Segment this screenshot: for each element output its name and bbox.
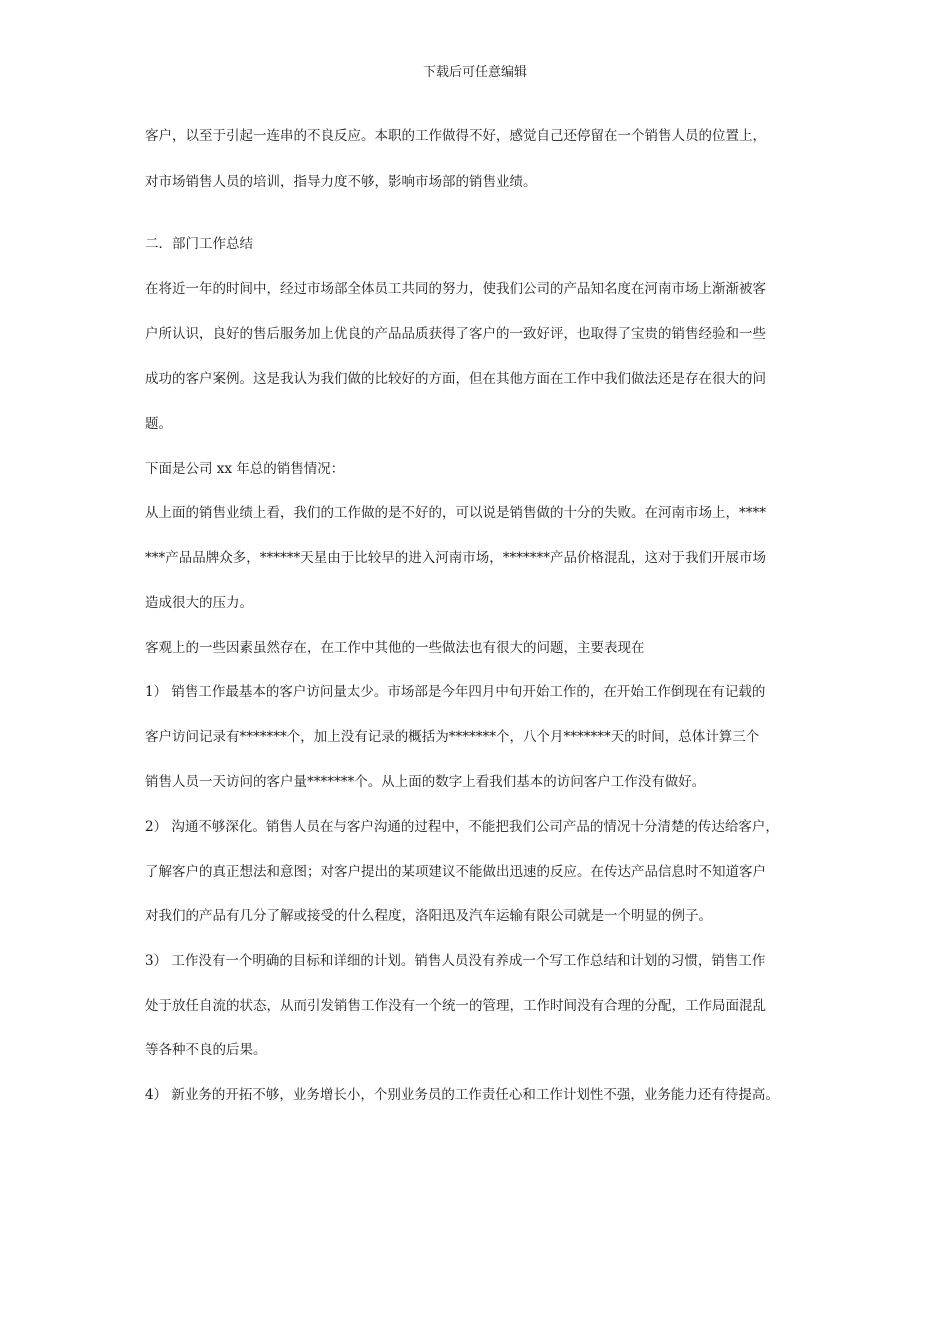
text-line: 客户，以至于引起一连串的不良反应。本职的工作做得不好，感觉自己还停留在一个销售人员的位置上， — [145, 128, 766, 144]
text-line: 客户访问记录有*******个，加上没有记录的概括为*******个，八个月*******天的时间，总体计算三个 — [145, 729, 760, 745]
text-line: ***产品品牌众多，******天星由于比较早的进入河南市场，*******产品价格混乱，这对于我们开展市场 — [145, 550, 766, 566]
list-item-3: 3） 工作没有一个明确的目标和详细的计划。销售人员没有养成一个写工作总结和计划的习惯，销售工作 — [145, 953, 766, 969]
list-item-2: 2） 沟通不够深化。销售人员在与客户沟通的过程中，不能把我们公司产品的情况十分清楚的传达给客户， — [145, 819, 779, 835]
list-item-4: 4） 新业务的开拓不够，业务增长小，个别业务员的工作责任心和工作计划性不强，业务能力还有待提高。 — [145, 1087, 779, 1103]
text-line: 处于放任自流的状态，从而引发销售工作没有一个统一的管理，工作时间没有合理的分配，工作局面混乱 — [145, 998, 766, 1014]
page-header: 下载后可任意编辑 — [422, 65, 527, 80]
section-heading: 二．部门工作总结 — [145, 236, 253, 252]
text-line: 客观上的一些因素虽然存在，在工作中其他的一些做法也有很大的问题，主要表现在 — [145, 640, 645, 656]
text-line: 造成很大的压力。 — [145, 595, 253, 611]
text-line: 在将近一年的时间中，经过市场部全体员工共同的努力，使我们公司的产品知名度在河南市场上渐渐被客 — [145, 281, 766, 297]
text-line: 对市场销售人员的培训，指导力度不够，影响市场部的销售业绩。 — [145, 174, 537, 190]
text-line: 了解客户的真正想法和意图；对客户提出的某项建议不能做出迅速的反应。在传达产品信息时不知道客户 — [145, 864, 766, 880]
text-line: 下面是公司 xx 年总的销售情况： — [145, 461, 345, 477]
text-line: 对我们的产品有几分了解或接受的什么程度，洛阳迅及汽车运输有限公司就是一个明显的例子。 — [145, 908, 712, 924]
text-line: 题。 — [145, 416, 172, 432]
text-line: 等各种不良的后果。 — [145, 1042, 267, 1058]
text-line: 销售人员一天访问的客户量*******个。从上面的数字上看我们基本的访问客户工作没有做好。 — [145, 774, 706, 790]
text-line: 从上面的销售业绩上看，我们的工作做的是不好的，可以说是销售做的十分的失败。在河南市场上，**** — [145, 505, 766, 521]
list-item-1: 1） 销售工作最基本的客户访问量太少。市场部是今年四月中旬开始工作的，在开始工作倒现在有记载的 — [145, 684, 766, 700]
text-line: 户所认识，良好的售后服务加上优良的产品品质获得了客户的一致好评，也取得了宝贵的销售经验和一些 — [145, 326, 766, 342]
text-line: 成功的客户案例。这是我认为我们做的比较好的方面，但在其他方面在工作中我们做法还是存在很大的问 — [145, 371, 766, 387]
